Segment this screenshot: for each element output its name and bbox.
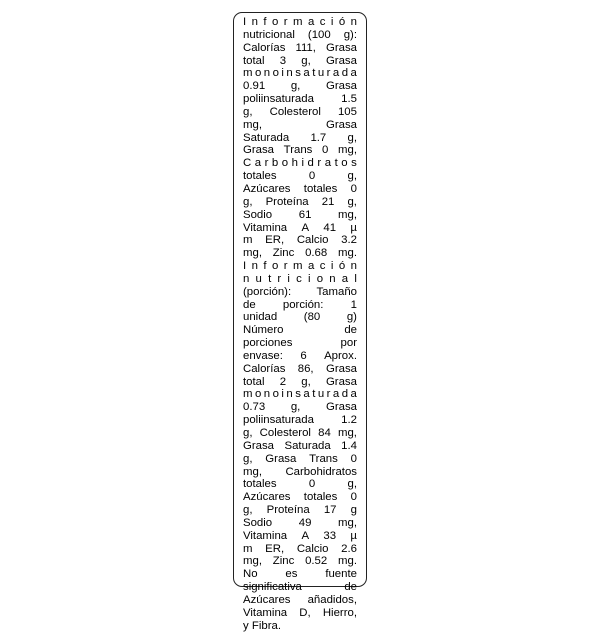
text-word: d — [341, 67, 349, 80]
text-word: g, — [347, 170, 357, 183]
text-word: µ — [350, 221, 357, 234]
text-word: a — [303, 388, 310, 401]
text-word: de — [344, 324, 357, 337]
text-word: 86, — [297, 362, 314, 375]
text-word: n — [350, 16, 357, 28]
text-word: I — [243, 16, 247, 28]
text-word: m — [243, 542, 253, 555]
text-word: (100 — [307, 28, 331, 41]
text-word: Grasa — [243, 439, 275, 452]
text-line — [243, 234, 357, 247]
text-word: r — [283, 260, 288, 273]
text-word: A — [301, 221, 310, 234]
text-word: n — [263, 388, 271, 401]
text-word: Zinc — [272, 247, 295, 260]
text-word: 3 — [279, 54, 287, 67]
text-word: r — [317, 157, 322, 170]
text-word: total — [243, 54, 265, 67]
text-line — [243, 555, 357, 568]
text-word: m — [293, 260, 303, 273]
text-word: a — [324, 157, 332, 170]
text-word: Calorías — [243, 41, 286, 54]
text-word: g, — [347, 195, 357, 208]
text-word: I — [243, 260, 247, 273]
text-line — [243, 106, 357, 119]
text-word: Calcio — [296, 542, 329, 555]
text-word: g, — [243, 452, 253, 465]
text-word: l — [354, 272, 357, 285]
text-word: r — [277, 272, 282, 285]
text-word: 1 — [350, 298, 357, 311]
text-word: Colesterol — [269, 105, 321, 118]
text-word: totales — [243, 478, 277, 491]
text-word: Grasa — [325, 401, 357, 414]
text-word: de — [344, 581, 357, 594]
text-word: o — [272, 388, 279, 401]
text-word: mg, — [337, 427, 357, 439]
text-word: Vitamina — [243, 221, 288, 234]
text-word: Grasa — [325, 362, 357, 375]
text-line — [243, 453, 357, 466]
text-word: h — [291, 157, 298, 170]
text-word: 0 — [308, 478, 316, 491]
text-line — [243, 80, 357, 93]
text-word: r — [283, 16, 288, 28]
text-word: ER, — [265, 542, 285, 555]
text-word: d — [341, 388, 349, 401]
text-line — [243, 132, 357, 145]
text-word: r — [326, 388, 331, 401]
text-word: 2.6 — [341, 542, 357, 555]
text-line — [243, 568, 357, 581]
text-word: porciones — [243, 337, 293, 350]
text-line — [243, 427, 357, 440]
text-word: o — [281, 157, 289, 170]
text-word: mg, — [243, 465, 262, 478]
text-line — [243, 363, 357, 376]
text-word: envase: — [243, 349, 283, 362]
text-word: g, — [290, 80, 301, 93]
text-word: totales — [243, 170, 277, 183]
text-line — [243, 157, 357, 170]
text-word: Grasa — [325, 375, 357, 388]
text-line — [243, 543, 357, 556]
text-word: 0 — [322, 144, 329, 157]
text-word: 0 — [350, 452, 357, 465]
text-word: mg, — [243, 247, 262, 260]
text-word: g, — [290, 401, 301, 414]
text-line — [243, 376, 357, 389]
text-word: mg, — [338, 208, 357, 221]
text-word: (80 — [303, 311, 321, 324]
text-word: a — [303, 67, 310, 80]
text-word: es — [285, 568, 298, 581]
text-word: Hierro, — [322, 606, 357, 619]
text-word: 49 — [298, 516, 312, 529]
text-word: por — [340, 337, 357, 350]
text-word: n — [251, 260, 258, 273]
text-word: 0 — [308, 170, 316, 183]
text-word: 41 — [323, 221, 337, 234]
text-line — [243, 247, 357, 260]
text-line — [243, 222, 357, 235]
text-word: µ — [350, 529, 357, 542]
text-word: r — [326, 67, 331, 80]
text-word: mg, — [338, 516, 357, 529]
text-word: ó — [338, 260, 346, 273]
text-word: 1.7 — [310, 131, 327, 144]
text-word: Tamaño — [316, 285, 357, 298]
text-word: s — [351, 157, 357, 170]
text-line — [243, 491, 357, 504]
text-word: i — [330, 16, 334, 28]
text-word: o — [254, 388, 262, 401]
text-word: Calcio — [296, 234, 329, 247]
text-word: Zinc — [272, 555, 295, 568]
text-word: a — [307, 260, 315, 273]
text-word: D, — [299, 606, 311, 619]
text-word: Saturada — [284, 439, 331, 452]
text-word: g, — [243, 195, 253, 208]
text-word: o — [272, 16, 279, 28]
text-line — [243, 170, 357, 183]
text-word: 3.2 — [341, 234, 357, 247]
text-word: totales — [303, 182, 338, 195]
text-word: g, — [243, 105, 253, 118]
text-word: A — [301, 529, 310, 542]
text-word: t — [268, 272, 272, 285]
text-word: Vitamina — [243, 606, 288, 619]
text-line — [243, 337, 357, 350]
text-word: 0.52 — [305, 555, 328, 568]
text-line — [243, 440, 357, 453]
text-word: Vitamina — [243, 529, 288, 542]
text-word: g): — [343, 28, 357, 41]
text-word: Número — [243, 324, 284, 337]
nutrition-facts-text — [243, 16, 357, 633]
text-word: 105 — [337, 105, 357, 118]
text-word: Aprox. — [324, 349, 357, 362]
text-line — [243, 504, 357, 517]
text-word: Colesterol — [259, 427, 311, 439]
text-word: Trans — [309, 452, 338, 465]
text-line — [243, 144, 357, 157]
text-line — [243, 196, 357, 209]
text-word: Proteína — [266, 504, 310, 517]
text-line — [243, 29, 357, 42]
text-word: total — [243, 375, 265, 388]
text-word: m — [243, 234, 253, 247]
text-word: poliinsaturada — [243, 93, 314, 106]
text-word: n — [286, 67, 293, 80]
text-word: c — [319, 16, 326, 28]
text-word: Sodio — [243, 208, 273, 221]
text-word: Grasa — [265, 452, 297, 465]
text-word: poliinsaturada — [243, 414, 314, 427]
text-word: a — [254, 157, 262, 170]
text-word: Saturada — [243, 131, 290, 144]
text-word: 1.2 — [341, 414, 357, 427]
text-word: 21 — [321, 195, 335, 208]
text-word: 0.68 — [305, 247, 328, 260]
text-word: i — [287, 272, 290, 285]
text-word: i — [281, 67, 284, 80]
text-word: a — [332, 388, 340, 401]
text-line — [243, 414, 357, 427]
text-line — [243, 209, 357, 222]
text-word: Azúcares — [243, 182, 291, 195]
text-line — [243, 350, 357, 363]
text-word: 61 — [298, 208, 312, 221]
text-word: g, — [301, 375, 311, 388]
text-line — [243, 260, 357, 273]
text-word: mg, — [338, 144, 357, 157]
text-word: t — [334, 157, 338, 170]
text-word: a — [307, 16, 315, 28]
text-line — [243, 299, 357, 312]
text-word: unidad — [243, 311, 278, 324]
text-word: n — [251, 16, 258, 28]
text-word: añadidos, — [307, 593, 357, 606]
text-word: 0 — [350, 491, 357, 504]
text-line — [243, 530, 357, 543]
text-word: u — [317, 388, 325, 401]
text-word: u — [255, 272, 262, 285]
text-line — [243, 607, 357, 620]
text-word: de — [243, 298, 256, 311]
text-word: 17 — [323, 504, 337, 517]
text-word: mg, — [243, 555, 262, 568]
text-line — [243, 594, 357, 607]
text-line — [243, 286, 357, 299]
text-word: porción: — [282, 298, 324, 311]
text-word: n — [329, 272, 336, 285]
text-word: (porción): — [243, 285, 292, 298]
text-word: 0.91 — [243, 80, 266, 93]
text-word: Azúcares — [243, 593, 291, 606]
text-word: o — [272, 260, 279, 273]
text-word: o — [341, 157, 348, 170]
text-word: Grasa — [243, 144, 275, 157]
text-word: n — [263, 67, 271, 80]
text-word: i — [330, 260, 334, 273]
text-line — [243, 581, 357, 594]
text-word: totales — [303, 491, 338, 504]
text-word: o — [316, 272, 324, 285]
text-word: g, — [243, 427, 253, 439]
text-word: m — [243, 67, 253, 80]
text-line — [243, 324, 357, 337]
text-word: s — [295, 67, 301, 80]
text-line — [243, 183, 357, 196]
text-word: g — [350, 504, 357, 517]
text-word: ER, — [265, 234, 285, 247]
text-word: y — [243, 619, 249, 632]
text-word: C — [243, 157, 252, 170]
text-word: Fibra. — [251, 619, 282, 632]
text-word: a — [350, 388, 357, 401]
text-word: Grasa — [325, 118, 357, 131]
text-word: m — [243, 388, 253, 401]
text-line — [243, 388, 357, 401]
text-word: n — [243, 272, 250, 285]
text-word: 1.4 — [341, 439, 357, 452]
text-word: ó — [338, 16, 346, 28]
text-word: g, — [301, 54, 311, 67]
text-line — [243, 401, 357, 414]
text-word: c — [319, 260, 326, 273]
text-line — [243, 55, 357, 68]
text-word: 111, — [295, 41, 316, 54]
text-word: m — [293, 16, 303, 28]
text-word: d — [307, 157, 314, 170]
text-word: u — [317, 67, 325, 80]
text-word: significativa — [243, 581, 302, 594]
text-word: 0.73 — [243, 401, 266, 414]
text-word: Grasa — [325, 54, 357, 67]
text-word: g, — [243, 504, 253, 517]
text-word: 0 — [350, 182, 357, 195]
text-word: b — [271, 157, 279, 170]
text-word: o — [254, 67, 262, 80]
text-line — [243, 119, 357, 132]
text-word: Grasa — [325, 80, 357, 93]
text-word: 1.5 — [341, 93, 357, 106]
text-word: nutricional — [243, 28, 295, 41]
text-line — [243, 42, 357, 55]
text-line — [243, 273, 357, 286]
text-word: t — [312, 67, 316, 80]
text-word: Sodio — [243, 516, 273, 529]
text-word: f — [263, 16, 267, 28]
text-word: n — [286, 388, 293, 401]
text-word: Grasa — [325, 41, 357, 54]
text-line — [243, 620, 357, 633]
text-word: a — [350, 67, 357, 80]
text-word: mg, — [243, 118, 262, 131]
text-line — [243, 93, 357, 106]
text-word: g, — [347, 131, 357, 144]
text-word: f — [263, 260, 267, 273]
text-word: c — [296, 272, 302, 285]
text-word: mg. — [338, 247, 357, 260]
text-word: r — [264, 157, 269, 170]
text-word: No — [243, 568, 258, 581]
text-word: 6 — [300, 349, 307, 362]
text-word: Calorías — [243, 362, 286, 375]
text-word: t — [312, 388, 316, 401]
text-word: 2 — [279, 375, 287, 388]
text-word: fuente — [325, 568, 357, 581]
text-line — [243, 466, 357, 479]
text-word: a — [332, 67, 340, 80]
text-line — [243, 67, 357, 80]
text-word: g) — [346, 311, 357, 324]
text-word: g, — [347, 478, 357, 491]
text-word: a — [341, 272, 349, 285]
text-word: Carbohidratos — [285, 465, 357, 478]
text-word: 33 — [323, 529, 337, 542]
text-line — [243, 478, 357, 491]
text-word: Trans — [283, 144, 313, 157]
text-word: Azúcares — [243, 491, 291, 504]
text-line — [243, 311, 357, 324]
text-word: o — [272, 67, 279, 80]
text-word: i — [301, 157, 305, 170]
text-word: Proteína — [265, 195, 309, 208]
text-word: i — [281, 388, 284, 401]
text-word: 84 — [318, 427, 331, 439]
text-word: mg. — [338, 555, 357, 568]
text-line — [243, 517, 357, 530]
text-word: s — [295, 388, 301, 401]
text-word: i — [308, 272, 311, 285]
text-line — [243, 16, 357, 29]
text-word: n — [350, 260, 357, 273]
